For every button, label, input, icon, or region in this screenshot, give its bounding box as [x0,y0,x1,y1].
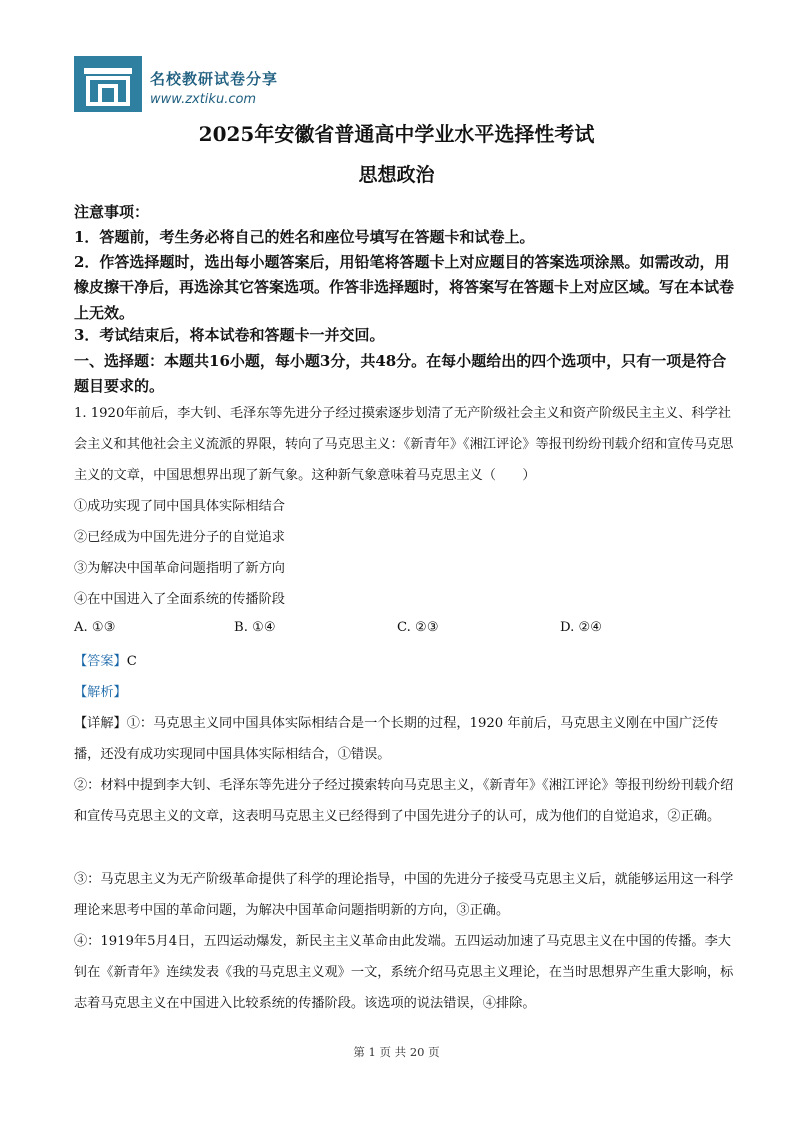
question-stem: 1. 1920年前后，李大钊、毛泽东等先进分子经过摸索逐步划清了无产阶级社会主义和资产阶级民主主义、科学社会主义和其他社会主义流派的界限，转向了马克思主义：《新青年》《湘江评论》等报刊纷纷刊载介绍和宣传马克思主义的文章，中国思想界出现了新气象。这种新气象意味着马克思主义（ ） [74,406,734,483]
option-d: D. ②④ [560,620,603,635]
notice-item-1: 1．答题前，考生务必将自己的姓名和座位号填写在答题卡和试卷上。 [74,228,535,246]
notice-item-3: 3．考试结束后，将本试卷和答题卡一并交回。 [74,326,385,344]
answer-value: C [126,654,137,669]
building-icon [74,56,142,112]
logo-emblem [74,56,142,112]
explanation-2: ②：材料中提到李大钊、毛泽东等先进分子经过摸索转向马克思主义，《新青年》《湘江评论》等报刊纷纷刊载介绍和宣传马克思主义的文章，这表明马克思主义已经得到了中国先进分子的认可，成为他们的自觉追求，②正确。 [74,778,734,824]
explanation-1-text: ①：马克思主义同中国具体实际相结合是一个长期的过程，1920 年前后，马克思主义刚在中国广泛传播，还没有成功实现同中国具体实际相结合，①错误。 [74,716,719,762]
statement-2: ②已经成为中国先进分子的自觉追求 [74,530,285,545]
statement-3: ③为解决中国革命问题指明了新方向 [74,561,285,576]
explanation-3: ③：马克思主义为无产阶级革命提供了科学的理论指导，中国的先进分子接受马克思主义后，就能够运用这一科学理论来思考中国的革命问题，为解决中国革命问题指明新的方向，③正确。 [74,872,734,918]
section-heading: 一、选择题：本题共16小题，每小题3分，共48分。在每小题给出的四个选项中，只有一项是符合题目要求的。 [74,352,727,396]
subject-title: 思想政治 [358,164,435,186]
analysis-line [74,677,734,708]
analysis-tag: 【解析】 [74,685,127,700]
statement-4: ④在中国进入了全面系统的传播阶段 [74,592,285,607]
answer-tag: 【答案】 [74,654,127,669]
option-a: A. ①③ [74,620,116,635]
notice-item-2: 2．作答选择题时，选出每小题答案后，用铅笔将答题卡上对应题目的答案选项涂黑。如需改动，用橡皮擦干净后，再选涂其它答案选项。作答非选择题时，将答案写在答题卡上对应区域。写在本试卷上无效。 [74,253,735,322]
answer-line [74,646,734,677]
option-b: B. ①④ [234,620,276,635]
detail-tag: 【详解】 [74,716,127,731]
notice-heading: 注意事项： [74,203,150,221]
page-footer: 第 1 页 共 20 页 [353,1045,440,1059]
answer-options [74,616,734,644]
option-c: C. ②③ [397,620,439,635]
explanation-4: ④：1919年5月4日，五四运动爆发，新民主主义革命由此发端。五四运动加速了马克思主义在中国的传播。李大钊在《新青年》连续发表《我的马克思主义观》一文，系统介绍马克思主义理论，在当时思想界产生重大影响，标志着马克思主义在中国进入比较系统的传播阶段。该选项的说法错误，④排除。 [74,934,734,1011]
site-logo [74,56,294,114]
exam-title: 2025年安徽省普通高中学业水平选择性考试 [198,122,595,146]
statement-1: ①成功实现了同中国具体实际相结合 [74,499,285,514]
logo-name: 名校教研试卷分享 [150,70,279,88]
explanation-1 [74,708,734,770]
logo-url[interactable]: www.zxtiku.com [150,92,257,107]
